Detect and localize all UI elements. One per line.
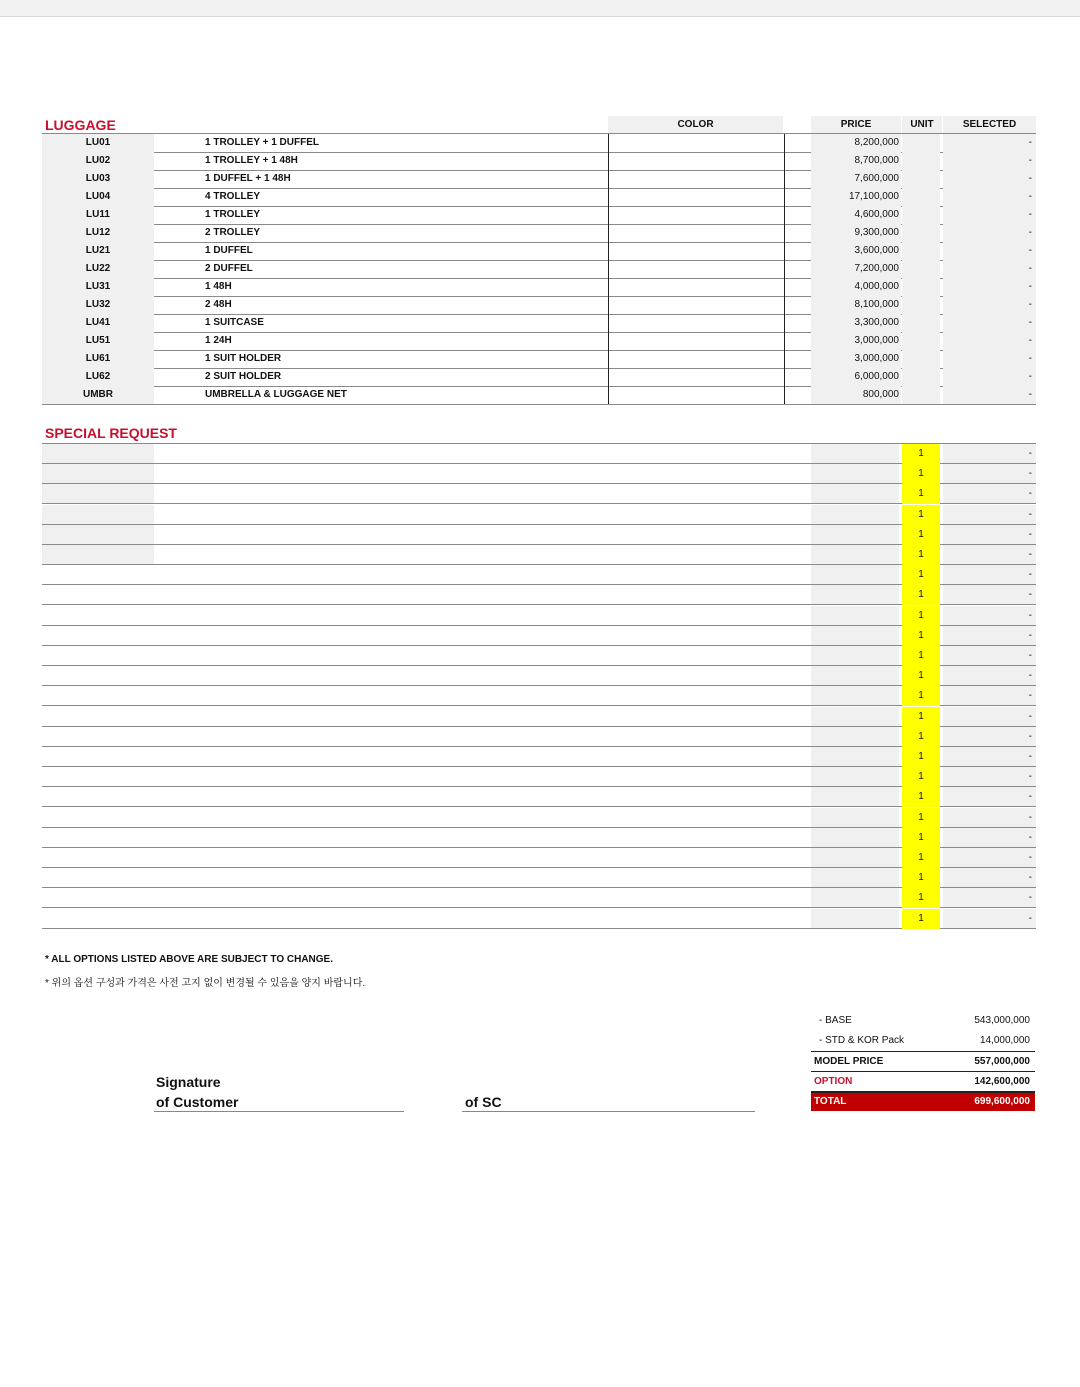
request-unit[interactable]: 1 xyxy=(902,848,940,868)
sc-signature-label: of SC xyxy=(465,1094,502,1110)
luggage-row xyxy=(42,134,1036,153)
item-description: 1 48H xyxy=(205,281,232,292)
request-unit[interactable]: 1 xyxy=(902,808,940,828)
special-request-row xyxy=(42,868,1036,888)
request-code-cell[interactable] xyxy=(42,484,154,503)
special-request-row xyxy=(42,464,1036,484)
special-request-row xyxy=(42,787,1036,807)
item-selected: - xyxy=(943,242,1036,260)
item-price: 4,000,000 xyxy=(811,278,901,296)
request-selected: - xyxy=(943,808,1036,827)
request-unit[interactable]: 1 xyxy=(902,666,940,686)
item-description: 1 SUITCASE xyxy=(205,317,264,328)
request-selected: - xyxy=(943,606,1036,625)
signature-label-line1: Signature xyxy=(156,1074,221,1090)
request-unit[interactable]: 1 xyxy=(902,767,940,787)
request-code-cell[interactable] xyxy=(42,444,154,463)
total-value: 699,600,000 xyxy=(974,1096,1030,1107)
request-selected: - xyxy=(943,888,1036,907)
luggage-row xyxy=(42,332,1036,351)
request-price-cell[interactable] xyxy=(811,626,899,645)
item-price: 3,300,000 xyxy=(811,314,901,332)
luggage-row xyxy=(42,242,1036,261)
item-color-cell[interactable] xyxy=(608,170,785,188)
special-request-row xyxy=(42,505,1036,525)
request-unit[interactable]: 1 xyxy=(902,868,940,888)
summary-pack-row xyxy=(811,1031,1035,1050)
item-selected: - xyxy=(943,152,1036,170)
request-unit[interactable]: 1 xyxy=(902,626,940,646)
luggage-row xyxy=(42,206,1036,225)
request-price-cell[interactable] xyxy=(811,585,899,604)
request-price-cell[interactable] xyxy=(811,787,899,806)
luggage-row xyxy=(42,278,1036,297)
item-code: LU51 xyxy=(42,332,154,350)
base-label: - BASE xyxy=(819,1015,852,1026)
item-description: 2 DUFFEL xyxy=(205,263,253,274)
item-color-cell[interactable] xyxy=(608,386,785,404)
request-unit[interactable]: 1 xyxy=(902,545,940,565)
change-notice: * ALL OPTIONS LISTED ABOVE ARE SUBJECT TO CHANGE. xyxy=(45,954,333,965)
item-color-cell[interactable] xyxy=(608,206,785,224)
request-selected: - xyxy=(943,646,1036,665)
request-unit[interactable]: 1 xyxy=(902,585,940,605)
customer-signature-label xyxy=(156,1072,238,1112)
item-price: 17,100,000 xyxy=(811,188,901,206)
item-code: LU02 xyxy=(42,152,154,170)
item-code: LU03 xyxy=(42,170,154,188)
item-unit-cell[interactable] xyxy=(902,188,940,206)
item-unit-cell[interactable] xyxy=(902,350,940,368)
summary-total-row xyxy=(811,1091,1035,1111)
item-selected: - xyxy=(943,224,1036,242)
item-unit-cell[interactable] xyxy=(902,260,940,278)
request-selected: - xyxy=(943,787,1036,806)
item-description: 2 48H xyxy=(205,299,232,310)
luggage-row xyxy=(42,188,1036,207)
item-unit-cell[interactable] xyxy=(902,224,940,242)
item-code: LU12 xyxy=(42,224,154,242)
item-unit-cell[interactable] xyxy=(902,170,940,188)
item-unit-cell[interactable] xyxy=(902,206,940,224)
luggage-row xyxy=(42,296,1036,315)
luggage-row xyxy=(42,368,1036,387)
item-unit-cell[interactable] xyxy=(902,386,940,404)
item-code: LU61 xyxy=(42,350,154,368)
item-price: 3,000,000 xyxy=(811,332,901,350)
model-price-value: 557,000,000 xyxy=(974,1056,1030,1067)
request-unit[interactable]: 1 xyxy=(902,525,940,545)
item-color-cell[interactable] xyxy=(608,152,785,170)
request-price-cell[interactable] xyxy=(811,868,899,887)
item-price: 8,100,000 xyxy=(811,296,901,314)
request-unit[interactable]: 1 xyxy=(902,484,940,504)
request-code-cell[interactable] xyxy=(42,505,154,524)
change-notice-korean: * 위의 옵션 구성과 가격은 사전 고지 없이 변경될 수 있음을 양지 바랍니다. xyxy=(45,978,366,989)
request-selected: - xyxy=(943,484,1036,503)
item-code: LU32 xyxy=(42,296,154,314)
item-price: 6,000,000 xyxy=(811,368,901,386)
item-price: 800,000 xyxy=(811,386,901,404)
special-request-row xyxy=(42,666,1036,686)
luggage-row xyxy=(42,260,1036,279)
request-unit[interactable]: 1 xyxy=(902,909,940,929)
item-unit-cell[interactable] xyxy=(902,242,940,260)
item-unit-cell[interactable] xyxy=(902,368,940,386)
item-selected: - xyxy=(943,188,1036,206)
request-selected: - xyxy=(943,909,1036,928)
special-request-row xyxy=(42,909,1036,929)
request-unit[interactable]: 1 xyxy=(902,646,940,666)
viewer-top-bar xyxy=(0,0,1080,17)
request-unit[interactable]: 1 xyxy=(902,747,940,767)
item-color-cell[interactable] xyxy=(608,278,785,296)
item-selected: - xyxy=(943,368,1036,386)
request-price-cell[interactable] xyxy=(811,909,899,928)
request-price-cell[interactable] xyxy=(811,707,899,726)
luggage-row xyxy=(42,386,1036,405)
item-selected: - xyxy=(943,134,1036,152)
signature-label-line2: of Customer xyxy=(156,1094,239,1110)
request-selected: - xyxy=(943,868,1036,887)
item-description: 1 SUIT HOLDER xyxy=(205,353,282,364)
request-selected: - xyxy=(943,626,1036,645)
request-unit[interactable]: 1 xyxy=(902,565,940,585)
base-value: 543,000,000 xyxy=(974,1015,1030,1026)
item-price: 7,600,000 xyxy=(811,170,901,188)
request-unit[interactable]: 1 xyxy=(902,707,940,727)
sc-signature-line[interactable] xyxy=(462,1111,755,1112)
item-selected: - xyxy=(943,260,1036,278)
special-request-row xyxy=(42,686,1036,706)
luggage-row xyxy=(42,170,1036,189)
request-unit[interactable]: 1 xyxy=(902,686,940,706)
special-request-row xyxy=(42,525,1036,545)
item-color-cell[interactable] xyxy=(608,224,785,242)
request-price-cell[interactable] xyxy=(811,808,899,827)
summary-option-row xyxy=(811,1071,1035,1091)
selected-column-header: SELECTED xyxy=(943,116,1036,133)
item-unit-cell[interactable] xyxy=(902,332,940,350)
item-selected: - xyxy=(943,314,1036,332)
item-code: UMBR xyxy=(42,386,154,404)
item-description: 4 TROLLEY xyxy=(205,191,261,202)
item-price: 3,600,000 xyxy=(811,242,901,260)
request-unit[interactable]: 1 xyxy=(902,828,940,848)
request-price-cell[interactable] xyxy=(811,747,899,766)
item-description: 1 DUFFEL + 1 48H xyxy=(205,173,291,184)
special-request-row xyxy=(42,848,1036,868)
item-price: 9,300,000 xyxy=(811,224,901,242)
item-code: LU01 xyxy=(42,134,154,152)
request-selected: - xyxy=(943,464,1036,483)
request-price-cell[interactable] xyxy=(811,646,899,665)
summary-base-row xyxy=(811,1011,1035,1030)
item-selected: - xyxy=(943,332,1036,350)
item-selected: - xyxy=(943,278,1036,296)
request-code-cell[interactable] xyxy=(42,525,154,544)
pack-value: 14,000,000 xyxy=(979,1035,1030,1046)
item-description: 2 TROLLEY xyxy=(205,227,261,238)
item-unit-cell[interactable] xyxy=(902,278,940,296)
item-selected: - xyxy=(943,386,1036,404)
pack-label: - STD & KOR Pack xyxy=(819,1035,905,1046)
special-request-row xyxy=(42,545,1036,565)
item-color-cell[interactable] xyxy=(608,314,785,332)
request-selected: - xyxy=(943,525,1036,544)
request-price-cell[interactable] xyxy=(811,727,899,746)
item-description: 1 TROLLEY + 1 48H xyxy=(205,155,298,166)
request-price-cell[interactable] xyxy=(811,828,899,847)
item-color-cell[interactable] xyxy=(608,134,785,152)
request-selected: - xyxy=(943,585,1036,604)
request-selected: - xyxy=(943,444,1036,463)
request-unit[interactable]: 1 xyxy=(902,505,940,525)
request-selected: - xyxy=(943,767,1036,786)
request-selected: - xyxy=(943,545,1036,564)
request-unit[interactable]: 1 xyxy=(902,787,940,807)
special-request-row xyxy=(42,727,1036,747)
item-color-cell[interactable] xyxy=(608,242,785,260)
request-selected: - xyxy=(943,747,1036,766)
item-unit-cell[interactable] xyxy=(902,296,940,314)
special-request-title: SPECIAL REQUEST xyxy=(45,425,177,441)
luggage-row xyxy=(42,314,1036,333)
special-request-row xyxy=(42,808,1036,828)
total-label: TOTAL xyxy=(814,1096,847,1107)
request-unit[interactable]: 1 xyxy=(902,464,940,484)
item-description: 1 TROLLEY xyxy=(205,209,261,220)
request-price-cell[interactable] xyxy=(811,686,899,705)
item-code: LU22 xyxy=(42,260,154,278)
item-description: 1 DUFFEL xyxy=(205,245,253,256)
item-color-cell[interactable] xyxy=(608,368,785,386)
special-request-row xyxy=(42,646,1036,666)
special-request-row xyxy=(42,888,1036,908)
item-price: 3,000,000 xyxy=(811,350,901,368)
item-color-cell[interactable] xyxy=(608,332,785,350)
item-selected: - xyxy=(943,170,1036,188)
special-request-row xyxy=(42,626,1036,646)
luggage-row xyxy=(42,350,1036,369)
request-unit[interactable]: 1 xyxy=(902,444,940,464)
special-request-row xyxy=(42,747,1036,767)
item-color-cell[interactable] xyxy=(608,260,785,278)
request-code-cell[interactable] xyxy=(42,464,154,483)
price-column-header: PRICE xyxy=(811,116,901,133)
request-price-cell[interactable] xyxy=(811,606,899,625)
item-color-cell[interactable] xyxy=(608,350,785,368)
item-description: 1 TROLLEY + 1 DUFFEL xyxy=(205,137,319,148)
item-code: LU11 xyxy=(42,206,154,224)
item-code: LU21 xyxy=(42,242,154,260)
item-selected: - xyxy=(943,206,1036,224)
option-label: OPTION xyxy=(814,1076,853,1087)
item-unit-cell[interactable] xyxy=(902,314,940,332)
request-selected: - xyxy=(943,686,1036,705)
request-price-cell[interactable] xyxy=(811,464,899,483)
special-request-row xyxy=(42,767,1036,787)
request-selected: - xyxy=(943,828,1036,847)
unit-column-header: UNIT xyxy=(902,116,942,133)
request-price-cell[interactable] xyxy=(811,444,899,463)
item-unit-cell[interactable] xyxy=(902,152,940,170)
item-price: 4,600,000 xyxy=(811,206,901,224)
item-code: LU04 xyxy=(42,188,154,206)
special-request-row xyxy=(42,444,1036,464)
request-selected: - xyxy=(943,565,1036,584)
item-unit-cell[interactable] xyxy=(902,134,940,152)
request-price-cell[interactable] xyxy=(811,505,899,524)
request-unit[interactable]: 1 xyxy=(902,727,940,747)
special-request-row xyxy=(42,484,1036,504)
request-selected: - xyxy=(943,848,1036,867)
item-price: 8,700,000 xyxy=(811,152,901,170)
item-selected: - xyxy=(943,350,1036,368)
model-price-label: MODEL PRICE xyxy=(814,1056,884,1067)
item-color-cell[interactable] xyxy=(608,296,785,314)
request-price-cell[interactable] xyxy=(811,666,899,685)
luggage-section-title: LUGGAGE xyxy=(45,117,116,133)
request-price-cell[interactable] xyxy=(811,525,899,544)
special-request-row xyxy=(42,585,1036,605)
option-value: 142,600,000 xyxy=(974,1076,1030,1087)
item-code: LU41 xyxy=(42,314,154,332)
item-code: LU31 xyxy=(42,278,154,296)
item-selected: - xyxy=(943,296,1036,314)
item-description: 2 SUIT HOLDER xyxy=(205,371,282,382)
item-code: LU62 xyxy=(42,368,154,386)
item-price: 7,200,000 xyxy=(811,260,901,278)
request-price-cell[interactable] xyxy=(811,888,899,907)
item-description: UMBRELLA & LUGGAGE NET xyxy=(205,389,347,400)
request-price-cell[interactable] xyxy=(811,565,899,584)
request-price-cell[interactable] xyxy=(811,767,899,786)
item-color-cell[interactable] xyxy=(608,188,785,206)
item-description: 1 24H xyxy=(205,335,232,346)
luggage-row xyxy=(42,152,1036,171)
special-request-row xyxy=(42,828,1036,848)
request-code-cell[interactable] xyxy=(42,545,154,564)
special-request-row xyxy=(42,707,1036,727)
request-price-cell[interactable] xyxy=(811,484,899,503)
request-selected: - xyxy=(943,666,1036,685)
special-request-row xyxy=(42,565,1036,585)
item-price: 8,200,000 xyxy=(811,134,901,152)
request-selected: - xyxy=(943,727,1036,746)
request-unit[interactable]: 1 xyxy=(902,606,940,626)
request-unit[interactable]: 1 xyxy=(902,888,940,908)
summary-model-price-row xyxy=(811,1051,1035,1071)
request-selected: - xyxy=(943,707,1036,726)
special-request-row xyxy=(42,606,1036,626)
customer-signature-line[interactable] xyxy=(154,1111,404,1112)
color-column-header: COLOR xyxy=(608,116,783,133)
luggage-row xyxy=(42,224,1036,243)
request-price-cell[interactable] xyxy=(811,545,899,564)
request-price-cell[interactable] xyxy=(811,848,899,867)
request-selected: - xyxy=(943,505,1036,524)
